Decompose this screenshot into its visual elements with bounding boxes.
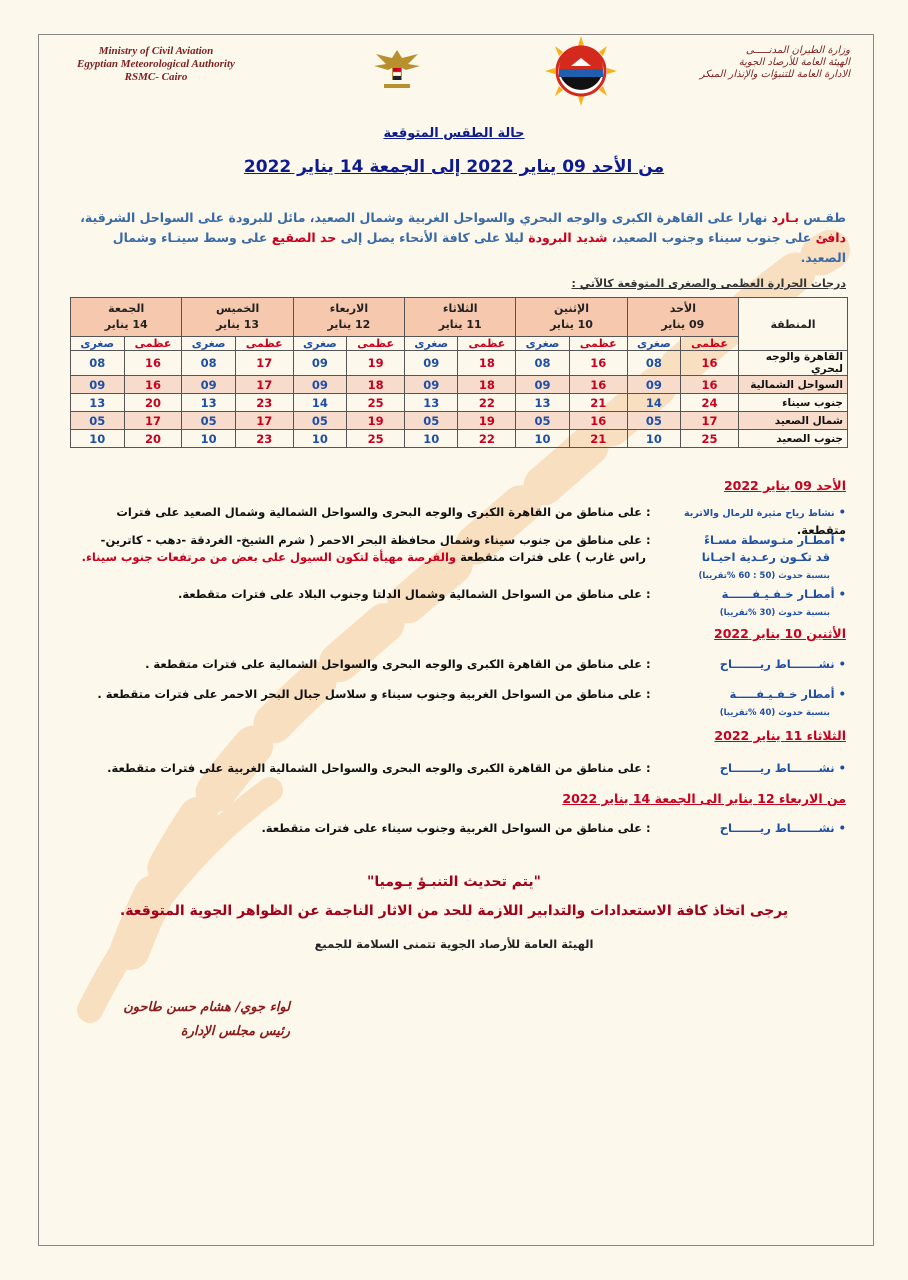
min-temp-cell: 13 [405,394,458,412]
forecast-item [66,656,846,673]
min-label: صغرى [182,337,235,351]
day-name: الأحد [669,302,696,315]
max-label: عظمى [681,337,739,351]
phenomenon: نشـــــــاط ريـــــــاح [719,761,835,775]
min-temp-cell: 05 [293,412,346,430]
bullet-icon: • [838,533,846,547]
phenomenon: أمطار خـفـيـفـــــة [729,687,835,701]
intro-part: على وسط سينـاء وشمال الصعيد. [112,230,846,265]
max-temp-cell: 21 [569,394,627,412]
max-temp-cell: 25 [681,430,739,448]
min-temp-cell: 10 [627,430,680,448]
min-temp-cell: 08 [627,351,680,376]
intro-part: ليلا على كافة الأنحاء يصل إلى [340,230,524,245]
temperature-table [70,297,848,448]
max-temp-cell: 19 [347,412,405,430]
forecast-item [66,760,846,777]
min-temp-cell: 08 [516,351,569,376]
max-label: عظمى [347,337,405,351]
min-label: صغرى [405,337,458,351]
header-ar-line: الهيئة العامة للأرصاد الجوية [738,57,850,68]
day-date: 10 يناير [550,318,593,331]
max-temp-cell: 17 [681,412,739,430]
max-temp-cell: 22 [458,394,516,412]
bullet-icon: • [838,587,846,601]
phenomenon-detail: : على مناطق من القاهرة الكبرى والوجه البحرى والسواحل الشمالية على فترات متقطعة . [145,657,651,671]
max-temp-cell: 19 [347,351,405,376]
max-temp-cell: 21 [569,430,627,448]
min-temp-cell: 09 [405,351,458,376]
day-header [627,298,738,337]
forecast-item [66,532,846,585]
intro-highlight: بـارد [771,210,799,225]
precaution-note: يرجى اتخاذ كافة الاستعدادات والتدابير اللازمة للحد من الاثار الناجمة عن الظواهر الجوية المتوقعة. [119,903,789,919]
region-cell: القاهرة والوجه لبحري [739,351,848,376]
day-date: 09 يناير [661,318,705,331]
phenomenon-detail: راس غارب ) على فترات متقطعة [460,550,646,564]
phenomenon: أمطـار متـوسطة مسـاءً [704,533,835,547]
max-temp-cell: 22 [458,430,516,448]
phenomenon-detail: : على مناطق من السواحل الغربية وجنوب سيناء و سلاسل جبال البحر الاحمر على فترات متقطعة . [97,687,651,701]
min-temp-cell: 09 [627,376,680,394]
day-name: الاربعاء [329,302,369,315]
probability: بنسبة حدوث (30 %تقريبا) [719,608,830,618]
phenomenon-detail: : على مناطق من جنوب سيناء وشمال محافظة البحر الاحمر ( شرم الشيخ- الغردقة -دهب - كاترين- [100,533,651,547]
region-cell: السواحل الشمالية [739,376,848,394]
forecast-item [66,586,846,622]
max-temp-cell: 20 [124,430,182,448]
phenomenon-detail: : على مناطق من السواحل الغربية وجنوب سيناء على فترات متقطعة. [261,821,651,835]
min-temp-cell: 09 [182,376,235,394]
max-temp-cell: 19 [458,412,516,430]
max-label: عظمى [235,337,293,351]
bullet-icon: • [838,761,846,775]
table-row [71,430,848,448]
phenomenon: نشاط رياح مثيرة للرمال والاتربة [684,508,835,519]
page-title: حالة الطقس المتوقعة [383,126,525,141]
min-temp-cell: 10 [71,430,125,448]
min-temp-cell: 10 [405,430,458,448]
region-cell: جنوب سيناء [739,394,848,412]
max-temp-cell: 17 [124,412,182,430]
max-temp-cell: 18 [458,351,516,376]
min-temp-cell: 10 [516,430,569,448]
temperature-caption: درجات الحرارة العظمى والصغرى المتوقعة كالآتي : [571,277,846,290]
min-temp-cell: 14 [293,394,346,412]
phenomenon-detail: : على مناطق من القاهرة الكبرى والوجه البحرى والسواحل الشمالية الغربية على فترات متقطعة. [107,761,651,775]
max-temp-cell: 16 [569,376,627,394]
min-temp-cell: 10 [293,430,346,448]
ema-logo [545,36,617,106]
phenomenon-detail: : على مناطق من السواحل الشمالية وشمال الدلتا وجنوب البلاد على فترات متقطعة. [177,587,651,601]
phenomenon: قد تكـون رعـدية احيـانا [701,550,830,564]
min-temp-cell: 09 [293,376,346,394]
min-temp-cell: 08 [182,351,235,376]
max-temp-cell: 17 [235,412,293,430]
min-temp-cell: 09 [516,376,569,394]
max-temp-cell: 16 [681,376,739,394]
signer-title: رئيس مجلس الإدارة [180,1024,290,1039]
day-date: 14 يناير [104,318,148,331]
min-temp-cell: 09 [405,376,458,394]
min-temp-cell: 10 [182,430,235,448]
phenomenon: أمطـار خـفـيـفــــــة [721,587,835,601]
max-temp-cell: 16 [124,351,182,376]
probability: بنسبة حدوث (50 : 60 %تقريبا) [698,571,830,581]
region-cell: جنوب الصعيد [739,430,848,448]
bullet-icon: • [838,657,846,671]
min-label: صغرى [71,337,125,351]
max-label: عظمى [124,337,182,351]
intro-part: طقـس [803,210,846,225]
region-header: المنطقة [739,298,848,351]
egypt-eagle-emblem [372,44,422,92]
day-name: الجمعة [108,302,145,315]
table-body [71,351,848,448]
day-section-heading: من الاربعاء 12 يناير الى الجمعة 14 يناير 2022 [562,791,846,806]
day-name: الثلاثاء [442,302,478,315]
header-en-line: Ministry of Civil Aviation [98,45,214,57]
max-temp-cell: 25 [347,430,405,448]
min-temp-cell: 05 [516,412,569,430]
min-temp-cell: 13 [71,394,125,412]
min-temp-cell: 05 [71,412,125,430]
day-header [182,298,293,337]
intro-highlight: دافئ [815,230,846,245]
day-header [293,298,404,337]
min-temp-cell: 09 [71,376,125,394]
max-temp-cell: 23 [235,394,293,412]
safety-note: الهيئة العامة للأرصاد الجوية تتمنى السلامة للجميع [314,937,594,951]
min-label: صغرى [516,337,569,351]
header-ar-line: الادارة العامة للتنبؤات والإنذار المبكر [699,69,850,80]
min-temp-cell: 09 [293,351,346,376]
day-section-heading: الأثنين 10 يناير 2022 [714,626,846,641]
max-temp-cell: 16 [681,351,739,376]
day-header [71,298,182,337]
max-temp-cell: 23 [235,430,293,448]
day-name: الإثنين [554,302,590,315]
intro-paragraph [70,208,846,268]
max-temp-cell: 18 [458,376,516,394]
header-english [66,45,246,84]
min-temp-cell: 05 [405,412,458,430]
table-row [71,376,848,394]
intro-part: نهارا على القاهرة الكبرى والوجه البحري والسواحل الغربية وشمال الصعيد، مائل للبرودة على السواحل الشرقية، [80,210,768,225]
max-temp-cell: 16 [569,412,627,430]
header-arabic [630,45,850,81]
min-label: صغرى [293,337,346,351]
max-temp-cell: 25 [347,394,405,412]
forecast-item [66,686,846,722]
phenomenon: نشـــــــاط ريـــــــاح [719,821,835,835]
max-temp-cell: 18 [347,376,405,394]
min-label: صغرى [627,337,680,351]
table-row [71,412,848,430]
day-header [405,298,516,337]
max-label: عظمى [458,337,516,351]
min-temp-cell: 14 [627,394,680,412]
min-temp-cell: 05 [182,412,235,430]
intro-highlight: حد الصقيع [271,230,337,245]
daily-update-note: "يتم تحديث التنبـؤ يـوميا" [367,874,541,890]
day-name: الخميس [215,302,260,315]
phenomenon-warning: والفرصة مهيأة لتكون السيول على بعض من مرتفعات جنوب سيناء. [81,550,457,564]
day-header [516,298,627,337]
max-temp-cell: 17 [235,351,293,376]
table-header-row [71,298,848,337]
intro-part: على جنوب سيناء وجنوب الصعيد، [611,230,812,245]
forecast-item [66,820,846,837]
day-section-heading: الأحد 09 يناير 2022 [723,478,846,493]
signer-name: لواء جوي/ هشام حسن طاحون [123,1000,290,1015]
max-temp-cell: 17 [235,376,293,394]
header-en-line: Egyptian Meteorological Authority [77,58,235,70]
table-row [71,394,848,412]
header-en-line: RSMC- Cairo [124,71,188,83]
bullet-icon: • [838,687,846,701]
phenomenon-detail: : على مناطق من القاهرة الكبرى والوجه البحرى والسواحل الشمالية وشمال الصعيد على فترات متقطعة. [116,505,846,537]
probability: بنسبة حدوث (40 %تقريبا) [719,708,830,718]
day-section-heading: الثلاثاء 11 يناير 2022 [714,728,846,743]
day-date: 12 يناير [327,318,371,331]
intro-highlight: شديد البرودة [528,230,608,245]
max-temp-cell: 16 [569,351,627,376]
region-cell: شمال الصعيد [739,412,848,430]
date-range: من الأحد 09 يناير 2022 إلى الجمعة 14 يناير 2022 [243,157,665,177]
minmax-row [71,337,848,351]
phenomenon: نشـــــــاط ريـــــــاح [719,657,835,671]
max-temp-cell: 24 [681,394,739,412]
min-temp-cell: 13 [516,394,569,412]
min-temp-cell: 13 [182,394,235,412]
max-temp-cell: 20 [124,394,182,412]
header-ar-line: وزارة الطيران المدنـــــى [745,45,850,56]
bullet-icon: • [838,505,846,519]
day-date: 11 يناير [438,318,482,331]
max-label: عظمى [569,337,627,351]
day-date: 13 يناير [216,318,260,331]
bullet-icon: • [838,821,846,835]
min-temp-cell: 05 [627,412,680,430]
min-temp-cell: 08 [71,351,125,376]
table-row [71,351,848,376]
max-temp-cell: 16 [124,376,182,394]
